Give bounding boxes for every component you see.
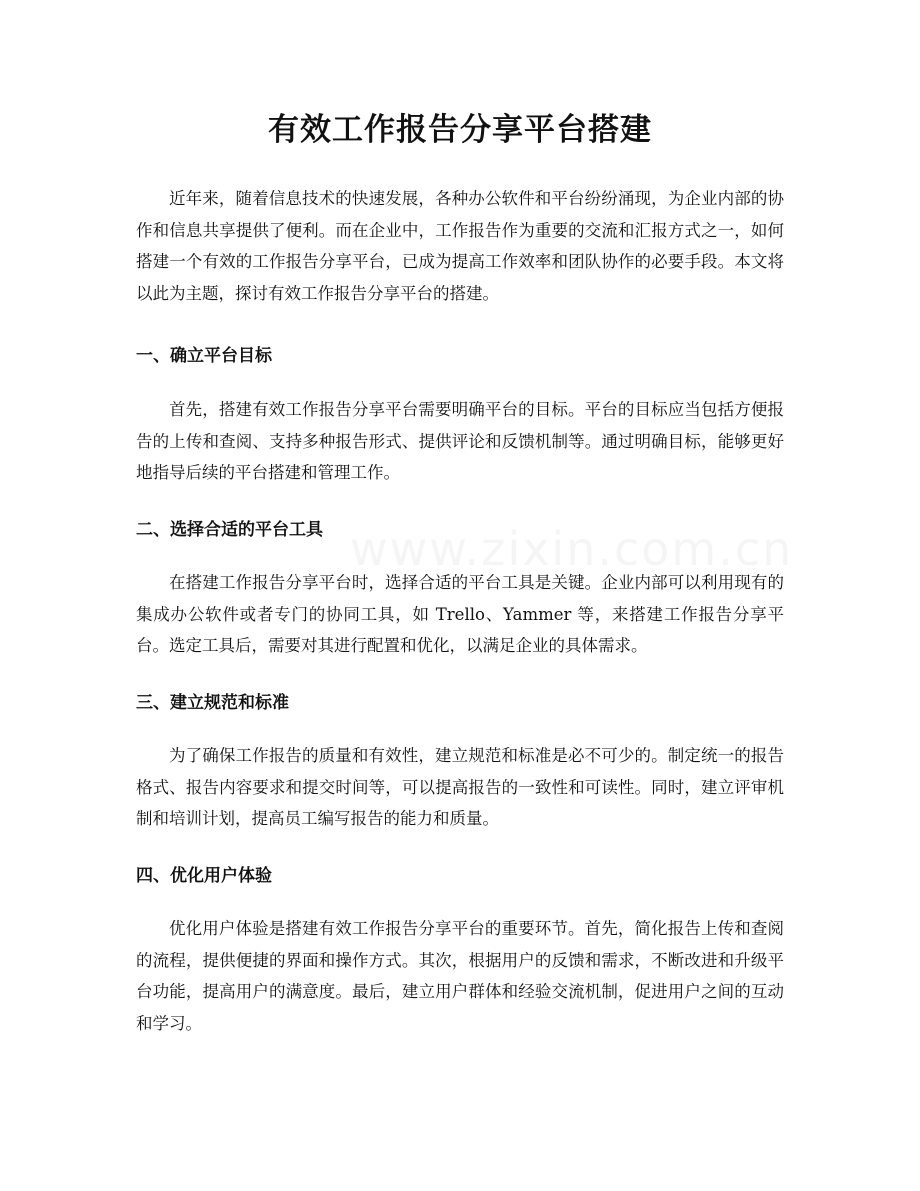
section-heading-4: 四、优化用户体验 — [136, 866, 272, 886]
section-body-4: 优化用户体验是搭建有效工作报告分享平台的重要环节。首先，简化报告上传和查阅的流程，提供便捷的界面和操作方式。其次，根据用户的反馈和需求，不断改进和升级平台功能，提高用户的满意度。最后，建立用户群体和经验交流机制，促进用户之间的互动和学习。 — [136, 919, 784, 1033]
watermark: www.zixin.com.cn — [350, 522, 794, 576]
document-title: 有效工作报告分享平台搭建 — [268, 112, 652, 148]
section-body-1: 首先，搭建有效工作报告分享平台需要明确平台的目标。平台的目标应当包括方便报告的上传和查阅、支持多种报告形式、提供评论和反馈机制等。通过明确目标，能够更好地指导后续的平台搭建和管理工作。 — [136, 400, 784, 482]
section-heading-3: 三、建立规范和标准 — [136, 693, 289, 713]
section-heading-2: 二、选择合适的平台工具 — [136, 520, 323, 540]
intro-paragraph: 近年来，随着信息技术的快速发展，各种办公软件和平台纷纷涌现，为企业内部的协作和信息共享提供了便利。而在企业中，工作报告作为重要的交流和汇报方式之一，如何搭建一个有效的工作报告分享平台，已成为提高工作效率和团队协作的必要手段。本文将以此为主题，探讨有效工作报告分享平台的搭建。 — [136, 189, 784, 303]
section-body-2: 在搭建工作报告分享平台时，选择合适的平台工具是关键。企业内部可以利用现有的集成办公软件或者专门的协同工具，如 Trello、Yammer 等，来搭建工作报告分享平台。选定工具后，需要对其进行配置和优化，以满足企业的具体需求。 — [136, 573, 784, 655]
section-body-3: 为了确保工作报告的质量和有效性，建立规范和标准是必不可少的。制定统一的报告格式、报告内容要求和提交时间等，可以提高报告的一致性和可读性。同时，建立评审机制和培训计划，提高员工编写报告的能力和质量。 — [136, 746, 784, 828]
section-heading-1: 一、确立平台目标 — [136, 346, 272, 366]
